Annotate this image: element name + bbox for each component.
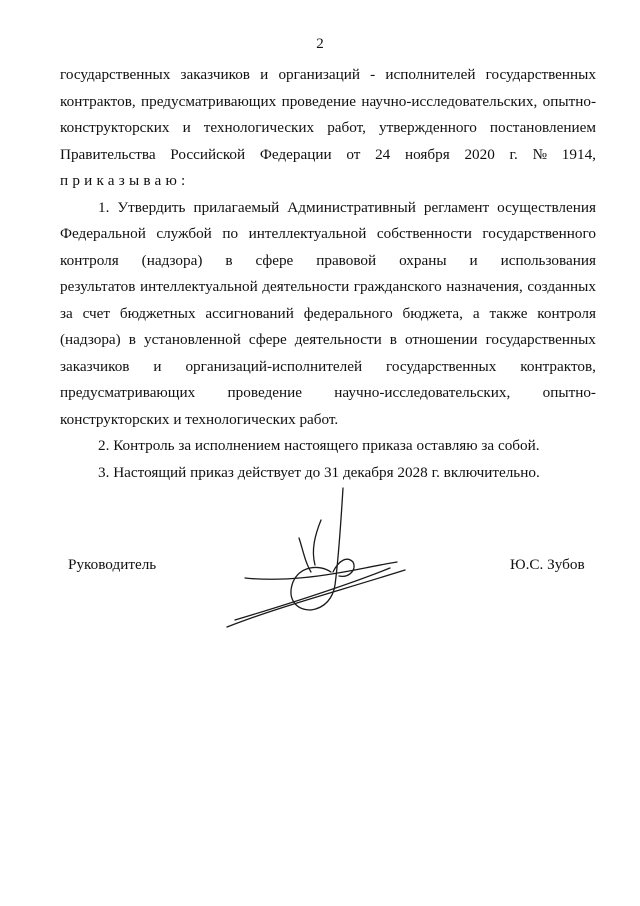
word: назначения, (446, 278, 523, 295)
word: технологических (203, 119, 315, 136)
word: 1914, (561, 145, 596, 163)
word: созданных (527, 278, 596, 295)
word: конструкторских (60, 119, 170, 136)
word: научно-исследовательских, (361, 92, 538, 110)
word: отношении (404, 331, 478, 348)
word: в (389, 331, 397, 348)
word: 2020 (464, 145, 495, 163)
order-word: приказываю: (60, 172, 190, 189)
word: за (60, 304, 73, 322)
word: результатов (60, 278, 136, 295)
text-line (60, 195, 596, 222)
word: осуществления (497, 198, 596, 216)
word: также (489, 304, 528, 322)
text-line (60, 248, 596, 275)
word: контроля (60, 251, 119, 269)
word: и (469, 251, 478, 269)
text-line (60, 433, 596, 460)
word: государственных (485, 66, 596, 83)
word: службой (156, 225, 212, 242)
word: г. (509, 145, 518, 163)
word: государственных (386, 357, 497, 375)
word: от (346, 145, 361, 163)
paragraph-item-3: 3. Настоящий приказ действует до 31 декабря 2028 г. включительно. (98, 463, 540, 481)
text-line (60, 168, 596, 195)
word: организаций (278, 66, 360, 83)
word: в (128, 331, 136, 348)
word: собственности (376, 225, 472, 242)
word: ноября (404, 145, 450, 163)
word: бюджетных (119, 304, 196, 322)
word: 1. (98, 198, 110, 216)
word: Федерации (259, 145, 332, 163)
text-line (60, 221, 596, 248)
word: контроля (537, 304, 596, 322)
word: и (182, 119, 191, 136)
page-number: 2 (316, 36, 324, 52)
word: научно-исследовательских, (334, 384, 511, 401)
word: а (472, 304, 480, 322)
word: заказчиков (180, 66, 250, 83)
text-line (60, 301, 596, 328)
word: Административный (287, 198, 416, 216)
text-line (60, 142, 596, 169)
paragraph-end: конструкторских и технологических работ. (60, 410, 339, 428)
word: контрактов, (60, 92, 136, 110)
word: проведение (227, 384, 302, 401)
document-body (60, 62, 596, 486)
text-line (60, 354, 596, 381)
word: (надзора) (141, 251, 203, 269)
word: деятельности (262, 278, 350, 295)
text-line (60, 274, 596, 301)
word: по (222, 225, 239, 242)
word: 24 (375, 145, 391, 163)
text-line (60, 62, 596, 89)
word: заказчиков (60, 357, 130, 375)
text-line (60, 115, 596, 142)
word: (надзора) (60, 331, 121, 348)
word: в (225, 251, 233, 269)
paragraph-item-2: 2. Контроль за исполнением настоящего приказа оставляю за собой. (98, 437, 540, 454)
word: утвержденного (378, 119, 477, 136)
word: опытно- (542, 384, 596, 401)
word: гражданского (353, 278, 442, 295)
word: государственных (485, 331, 596, 348)
word: Российской (170, 145, 246, 163)
word: регламент (423, 198, 490, 216)
word: контрактов, (520, 357, 596, 375)
word: Федеральной (60, 225, 146, 242)
signatory-title: Руководитель (68, 556, 157, 573)
word: № (532, 145, 548, 163)
word: интеллектуальной (139, 278, 258, 295)
word: охраны (399, 251, 447, 269)
word: счет (82, 304, 111, 322)
word: Правительства (60, 145, 156, 163)
word: организаций-исполнителей (185, 357, 363, 375)
word: Утвердить (117, 198, 186, 216)
text-line (60, 327, 596, 354)
text-line (60, 407, 596, 434)
word: деятельности (294, 331, 382, 348)
word: и (153, 357, 162, 375)
handwritten-signature (215, 480, 415, 650)
word: и (260, 66, 269, 83)
text-line (60, 380, 596, 407)
word: опытно- (542, 92, 596, 110)
word: сфере (248, 331, 287, 348)
word: прилагаемый (193, 198, 280, 216)
signatory-name: Ю.С. Зубов (510, 556, 585, 573)
word: ассигнований (205, 304, 294, 322)
word: исполнителей (385, 66, 476, 83)
word: интеллектуальной (248, 225, 367, 242)
word: государственных (60, 66, 171, 83)
word: правовой (316, 251, 377, 269)
word: работ, (327, 119, 366, 136)
word: предусматривающих (60, 384, 196, 401)
text-line (60, 89, 596, 116)
word: сфере (255, 251, 294, 269)
word: - (370, 66, 376, 83)
word: использования (500, 251, 596, 269)
word: проведение (281, 92, 356, 110)
word: установленной (143, 331, 241, 348)
word: федерального (303, 304, 393, 322)
word: государственного (482, 225, 596, 242)
word: постановлением (489, 119, 596, 136)
word: бюджета, (402, 304, 463, 322)
word: предусматривающих (141, 92, 277, 110)
